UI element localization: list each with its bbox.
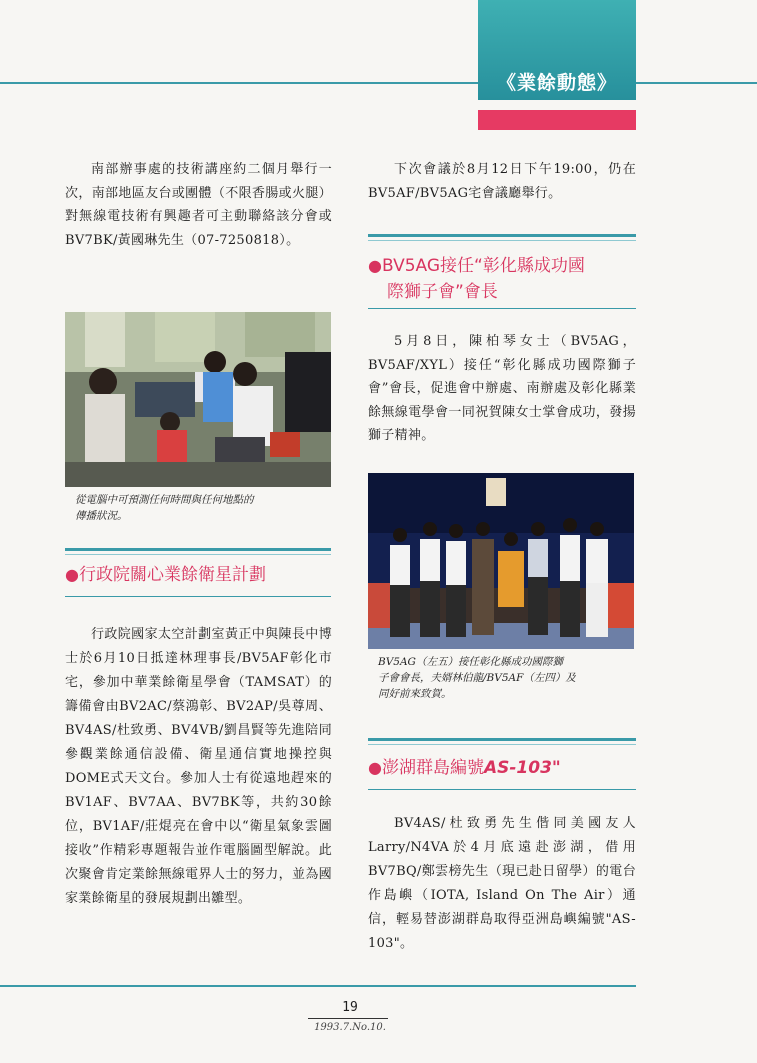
right-section1-rule-top bbox=[368, 234, 636, 237]
photo-lions-club bbox=[368, 473, 634, 649]
right-section1-body bbox=[368, 330, 636, 448]
right-section1-rule-bottom bbox=[368, 308, 636, 309]
right-section1-heading bbox=[368, 253, 636, 305]
right-section2-rule-top bbox=[368, 738, 636, 741]
pink-accent-bar bbox=[478, 110, 636, 130]
right-section2-text: BV4AS/杜致勇先生偕同美國友人Larry/N4VA於4月底遠赴澎湖，借用BV7BQ/鄭雲榜先生（現已赴日留學）的電台作島嶼（IOTA, Island On The Air）通信，輕易替澎湖群島取得亞洲島嶼編號"AS-103"。 bbox=[368, 816, 636, 951]
photo1-caption-line: 傳播狀況。 bbox=[75, 510, 128, 522]
left-section-rule-top2 bbox=[65, 554, 331, 555]
photo2-caption-line: BV5AG（左五）接任彰化縣成功國際獅 bbox=[378, 656, 563, 668]
right-section1-rule-top2 bbox=[368, 240, 636, 241]
photo2-caption-line: 同好前來致賀。 bbox=[378, 688, 452, 700]
page-number: 19 bbox=[342, 1000, 358, 1015]
right-section1-title-line1: BV5AG接任“彰化縣成功國 bbox=[381, 256, 585, 276]
header-rule bbox=[0, 82, 757, 84]
photo-computer-prediction bbox=[65, 312, 331, 487]
photo1-caption bbox=[75, 492, 325, 524]
left-section-rule-bottom bbox=[65, 596, 331, 597]
left-section-body bbox=[65, 623, 332, 911]
footer-rule bbox=[0, 985, 636, 987]
photo2-image bbox=[368, 473, 634, 649]
left-section-text: 行政院國家太空計劃室黃正中與陳長中博士於6月10日抵達林理事長/BV5AF彰化市宅，參加中華業餘衛星學會（TAMSAT）的籌備會由BV2AC/蔡鴻彰、BV2AP/吳尊周、BV4AS/杜致勇、BV4VB/劉昌賢等先進陪同參觀業餘通信設備、衛星通信實地操控與DOME式天文台。參加人士有從遠地趕來的BV1AF、BV7AA、BV7BK等，共約30餘位，BV1AF/莊焜亮在會中以“衛星氣象雲圖接收”作精彩專題報告並作電腦圖型解說。此次聚會肯定業餘無線電界人士的努力，並為國家業餘衛星的發展規劃出雛型。 bbox=[65, 627, 332, 906]
right-section1-title-line2: 際獅子會”會長 bbox=[387, 282, 498, 302]
left-section-rule-top bbox=[65, 548, 331, 551]
photo2-caption-line: 子會會長，夫婿林伯龍/BV5AF（左四）及 bbox=[378, 672, 576, 684]
bullet-dot-icon: ● bbox=[368, 256, 382, 275]
left-intro-paragraph bbox=[65, 158, 332, 252]
bullet-dot-icon: ● bbox=[368, 758, 382, 777]
right-intro-paragraph bbox=[368, 158, 636, 205]
right-section2-code: AS-103" bbox=[483, 758, 561, 778]
issue-label: 1993.7.No.10. bbox=[314, 1022, 386, 1033]
section-header-title: 《業餘動態》 bbox=[496, 72, 617, 94]
right-section2-body bbox=[368, 812, 636, 956]
right-section2-heading bbox=[368, 756, 636, 780]
right-section2-rule-bottom bbox=[368, 789, 636, 790]
right-section2-rule-top2 bbox=[368, 744, 636, 745]
photo1-image bbox=[65, 312, 331, 487]
left-section-title: 行政院關心業餘衛星計劃 bbox=[78, 565, 266, 585]
right-intro-text: 下次會議於8月12日下午19:00，仍在BV5AF/BV5AG宅會議廳舉行。 bbox=[368, 162, 636, 201]
right-section2-title: 澎湖群島編號 bbox=[381, 758, 484, 778]
left-section-heading bbox=[65, 563, 331, 587]
photo2-caption bbox=[378, 654, 633, 702]
bullet-dot-icon: ● bbox=[65, 565, 79, 584]
photo1-caption-line: 從電腦中可預測任何時間與任何地點的 bbox=[75, 494, 254, 506]
right-section1-text: 5月8日，陳柏琴女士（BV5AG，BV5AF/XYL）接任“彰化縣成功國際獅子會”會長，促進會中辦處、南辦處及彰化縣業餘無線電學會一同祝賀陳女士掌會成功，發揚獅子精神。 bbox=[368, 334, 636, 443]
page-number-underline bbox=[308, 1018, 388, 1019]
left-intro-text: 南部辦事處的技術講座約二個月舉行一次，南部地區友台或團體（不限香腸或火腿）對無線電技術有興趣者可主動聯絡該分會或BV7BK/黃國琳先生（07-7250818）。 bbox=[65, 162, 332, 248]
